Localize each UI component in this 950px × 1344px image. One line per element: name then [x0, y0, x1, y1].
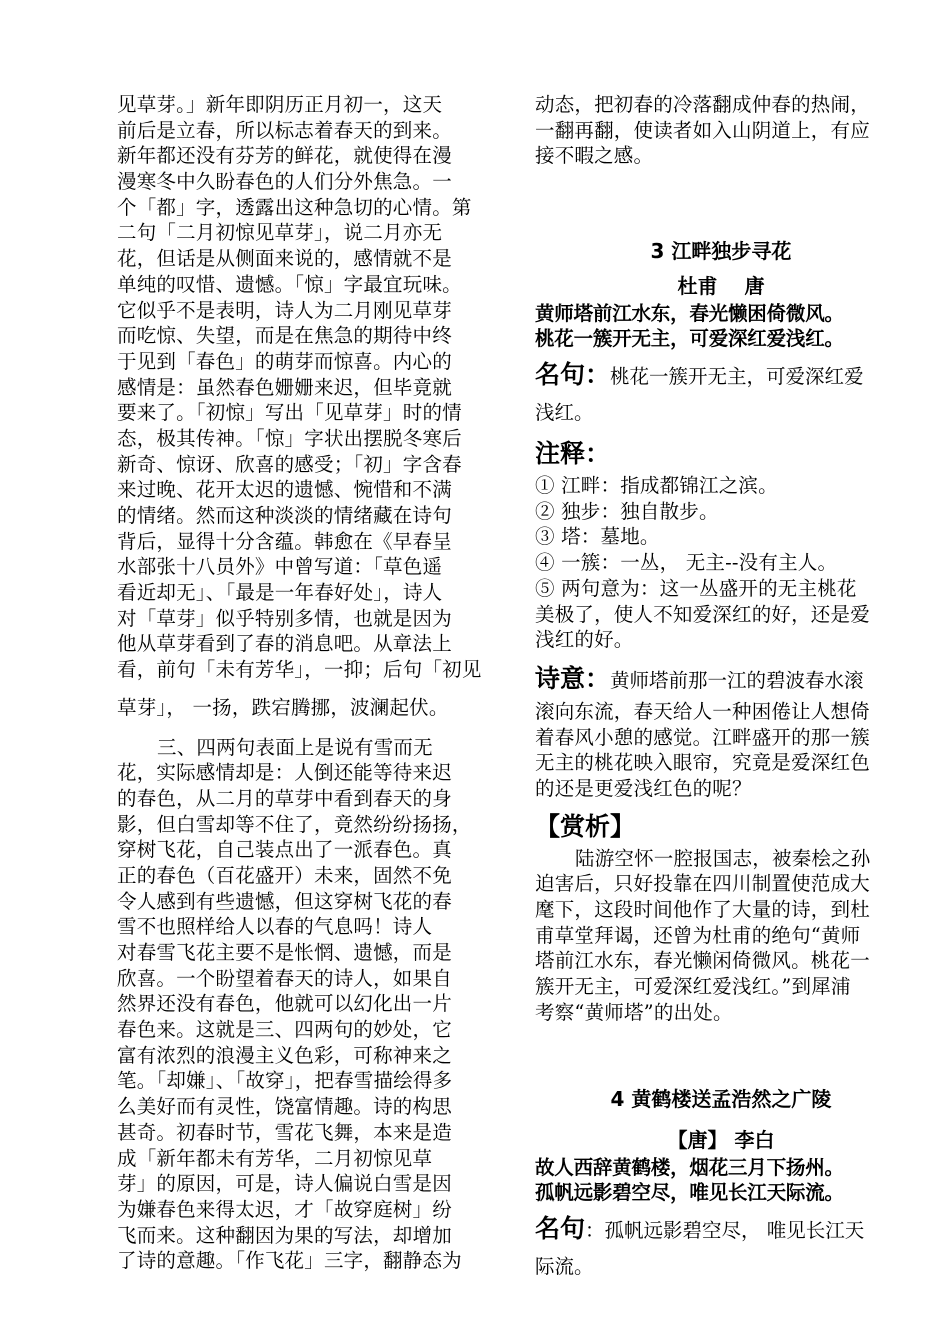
poem3-famous-line-end: 浅红。: [535, 401, 594, 425]
text-line: 花，实际感情却是：人倒还能等待来迟: [117, 761, 452, 785]
text-line: 感情是：虽然春色姗姗来迟，但毕竟就: [117, 375, 452, 399]
text-line: 笔。「却嫌」、「故穿」，把春雪描绘得多: [117, 1069, 453, 1093]
poem3-appreciation-heading: 【赏析】: [535, 811, 636, 841]
text-line: 见草芽。」新年即阴历正月初一，这天: [117, 93, 443, 116]
poem4-verses: [535, 1155, 907, 1205]
text-line: 了诗的意趣。「作飞花」三字，翻静态为: [117, 1249, 462, 1273]
text-line: 三、四两句表面上是说有雪而无: [157, 735, 433, 759]
right-column: [535, 92, 907, 1285]
verse-line: 故人西辞黄鹤楼，烟花三月下扬州。: [535, 1156, 844, 1180]
note-line: ③ 塔：墓地。: [535, 525, 660, 549]
famous-label: 名句: [535, 360, 586, 390]
famous-label: 名句: [535, 1214, 586, 1244]
poem4-famous-line-end: 际流。: [535, 1255, 594, 1279]
text-line: 漫寒冬中久盼春色的人们分外焦急。一: [117, 170, 452, 194]
text-line: 迫害后，只好投靠在四川制置使范成大: [535, 872, 870, 896]
text-line: 一翻再翻，使读者如入山阴道上，有应: [535, 118, 870, 142]
text-line: 接不暇之感。: [535, 144, 654, 168]
text-line: 滚向东流，春天给人一种困倦让人想倚: [535, 699, 870, 723]
text-line: 看，前句「未有芳华」，一抑；后句「初见: [117, 658, 482, 682]
poem3-famous-line: 名句：桃花一簇开无主，可爱深红爱: [535, 360, 864, 390]
text-line: 花，但话是从侧面来说的，感情就不是: [117, 247, 452, 271]
text-line: 态，极其传神。「惊」字状出摆脱冬寒后: [117, 426, 462, 450]
text-line: 飞而来。这种翻因为果的写法，却增加: [117, 1223, 452, 1247]
text-line: 甫草堂拜谒，还曾为杜甫的绝句“黄师: [535, 923, 861, 947]
left-column: [117, 92, 489, 1274]
text-line: 于见到「春色」的萌芽而惊喜。内心的: [117, 349, 452, 373]
poem3-verses: [535, 301, 907, 351]
text-line: 看近却无」、「最是一年春好处」，诗人: [117, 581, 443, 605]
poem3-title: 3 江畔独步寻花: [650, 239, 792, 264]
paragraph-continuation: [535, 92, 907, 169]
poem3-appreciation: [535, 846, 907, 1026]
text-line: 令人感到有些遗憾，但这穿树飞花的春: [117, 889, 452, 913]
text-line: 欣喜。一个盼望着春天的诗人，如果自: [117, 966, 452, 990]
text-line: 的情绪。然而这种淡淡的情绪藏在诗句: [117, 504, 452, 527]
text-line: 麾下，这段时间他作了大量的诗，到杜: [535, 898, 870, 921]
text-line: 芽」的原因，可是，诗人偏说白雪是因: [117, 1172, 452, 1196]
text-line: 新奇、惊讶、欣喜的感受；「初」字含春: [117, 452, 462, 476]
text-line: 然界还没有春色，他就可以幻化出一片: [117, 992, 452, 1016]
poem4-title: 4 黄鹤楼送孟浩然之广陵: [610, 1087, 832, 1112]
text-line: 塔前江水东，春光懒闲倚微风。桃花一: [535, 949, 870, 973]
paragraph-commentary-2: [117, 735, 489, 1274]
text-line: 新年都还没有芬芳的鲜花，就使得在漫: [117, 144, 452, 168]
text-line: 水部张十八员外》中曾写道：「草色遥: [117, 555, 443, 579]
paragraph-commentary-1: [117, 92, 489, 683]
note-line: ① 江畔：指成都锦江之滨。: [535, 474, 778, 498]
text-line: 富有浓烈的浪漫主义色彩，可称神来之: [117, 1043, 452, 1067]
text-line: 成「新年都未有芳华，二月初惊见草: [117, 1146, 433, 1170]
text-line: 着春风小憩的感觉。江畔盛开的那一簇: [535, 725, 870, 749]
famous-text: 桃花一簇开无主，可爱深红爱: [610, 365, 864, 389]
text-line: 影，但白雪却等不住了，竟然纷纷扬扬，: [117, 812, 472, 836]
poem3-author: 杜甫 唐: [677, 274, 765, 299]
text-line: 它似乎不是表明，诗人为二月刚见草芽: [117, 298, 452, 322]
text-line: 单纯的叹惜、遗憾。「惊」字最宜玩味。: [117, 272, 462, 296]
poem3-notes-heading: 注释：: [535, 439, 611, 469]
paragraph-commentary-1-end: 草芽」， 一扬，跌宕腾挪，波澜起伏。: [117, 695, 449, 719]
poem3-notes: [535, 473, 907, 653]
text-line: 前后是立春，所以标志着春天的到来。: [117, 118, 452, 142]
note-line: 浅红的好。: [535, 628, 634, 652]
text-line: 个「都」字，透露出这种急切的心情。第: [117, 195, 472, 219]
text-line: 穿树飞花，自己装点出了一派春色。真: [117, 838, 452, 862]
text-line: 他从草芽看到了春的消息吧。从章法上: [117, 632, 452, 656]
poem4-famous-line: [535, 1211, 907, 1249]
text-line: 甚奇。初春时节，雪花飞舞，本来是造: [117, 1120, 452, 1144]
note-line: ⑤ 两句意为：这一丛盛开的无主桃花: [535, 576, 857, 600]
text-line: 的还是更爱浅红色的呢？: [535, 776, 752, 800]
text-line: 动态，把初春的冷落翻成仲春的热闹，: [535, 93, 870, 116]
poem4-author: 【唐】 李白: [667, 1128, 775, 1153]
verse-line: 桃花一簇开无主，可爱深红爱浅红。: [535, 327, 844, 351]
text-line: 背后，显得十分含蕴。韩愈在《早春呈: [117, 529, 452, 553]
meaning-label: 诗意: [535, 663, 586, 693]
note-line: ② 独步：独自散步。: [535, 499, 719, 523]
meaning-text: 黄师塔前那一江的碧波春水滚: [610, 668, 864, 692]
text-line: 为嫌春色来得太迟，才「故穿庭树」纷: [117, 1197, 452, 1221]
text-line: 雪不也照样给人以春的气息吗！诗人: [117, 915, 433, 939]
text-line: 而吃惊、失望，而是在焦急的期待中终: [117, 324, 452, 348]
text-line: 要来了。「初惊」写出「见草芽」时的情: [117, 401, 462, 425]
verse-line: 孤帆远影碧空尽，唯见长江天际流。: [535, 1181, 844, 1205]
verse-line: 黄师塔前江水东，春光懒困倚微风。: [535, 302, 844, 326]
note-line: ④ 一簇：一丛， 无主--没有主人。: [535, 551, 838, 575]
text-line: 对「草芽」似乎特别多情，也就是因为: [117, 606, 452, 630]
text-line: 正的春色（百花盛开）未来，固然不免: [117, 863, 452, 887]
text-line: 二句「二月初惊见草芽」，说二月亦无: [117, 221, 443, 245]
text-line: 无主的桃花映入眼帘，究竟是爱深红色: [535, 751, 870, 775]
text-line: 的春色，从二月的草芽中看到春天的身: [117, 786, 452, 810]
text-line: 陆游空怀一腔报国志，被秦桧之孙: [575, 846, 871, 870]
text-line: 春色来。这就是三、四两句的妙处，它: [117, 1018, 452, 1042]
poem3-meaning-line: 诗意：黄师塔前那一江的碧波春水滚: [535, 663, 864, 693]
text-line: 对春雪飞花主要不是怅惘、遗憾，而是: [117, 941, 452, 964]
text-line: 么美好而有灵性，饶富情趣。诗的构思: [117, 1095, 452, 1119]
text-line: 考察“黄师塔”的出处。: [535, 1000, 733, 1024]
famous-text: ：孤帆远影碧空尽， 唯见长江天: [585, 1219, 865, 1243]
poem3-meaning: [535, 699, 907, 802]
text-line: 簇开无主，可爱深红爱浅红。”到犀浦: [535, 975, 851, 999]
note-line: 美极了，使人不知爱深红的好，还是爱: [535, 602, 870, 626]
text-line: 来过晚、花开太迟的遗憾、惋惜和不满: [117, 478, 452, 502]
